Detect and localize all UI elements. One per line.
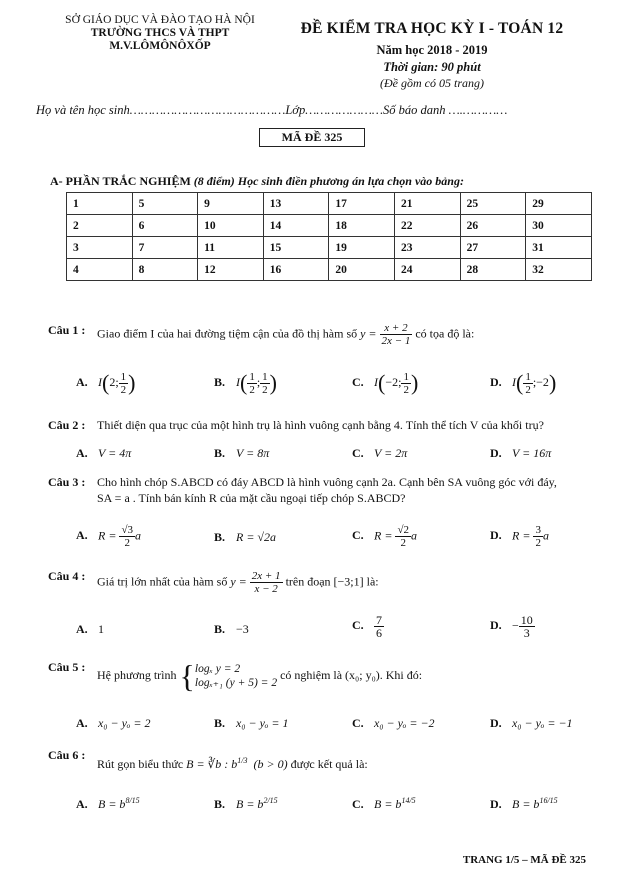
section-a-instruction: Học sinh điền phương án lựa chọn vào bảng: — [237, 174, 464, 188]
answer-cell[interactable]: 28 — [460, 259, 526, 281]
question-3-option-b: B. R = √2a — [214, 530, 277, 544]
answer-table-row — [67, 259, 592, 281]
answer-cell[interactable]: 4 — [67, 259, 133, 281]
question-6-option-a: A. $B = b^{8/15}$ — [76, 796, 140, 811]
question-2-option-b: B. V = 8π — [214, 446, 270, 460]
question-2-option-c: C. V = 2π — [352, 446, 408, 460]
exam-time: Thời gian: 90 phút — [383, 60, 481, 74]
question-4-option-c: C. $\frac{7}{6}$ — [352, 613, 382, 640]
school-name-2: M.V.LÔMÔNÔXỐP — [109, 40, 211, 52]
question-2-label: Câu 2 : — [48, 418, 86, 432]
question-6-text: Rút gọn biểu thức B = ∛b : $b^{1/3}$ (b > 0) được kết quả là: — [97, 756, 368, 771]
question-5-option-b: B. x₀ − yₒ = 1 — [214, 716, 289, 730]
question-3-option-c: C. R = $\frac{√2}{2}$ a — [352, 524, 417, 549]
school-year: Năm học 2018 - 2019 — [376, 43, 488, 57]
question-6-label: Câu 6 : — [48, 748, 86, 762]
department-name: SỞ GIÁO DỤC VÀ ĐÀO TẠO HÀ NỘI — [65, 14, 255, 26]
answer-cell[interactable]: 13 — [263, 193, 329, 215]
question-6-option-d: D. $B = b^{16/15}$ — [490, 796, 558, 811]
page-footer: TRANG 1/5 – MÃ ĐỀ 325 — [462, 854, 586, 866]
answer-cell[interactable]: 15 — [263, 237, 329, 259]
question-1-option-c: C. I(−2; $\frac{1}{2}$ ) — [352, 370, 419, 396]
answer-cell[interactable]: 16 — [263, 259, 329, 281]
question-2-text: Thiết diện qua trục của một hình trụ là hình vuông cạnh bằng 4. Tính thể tích V của khối trụ? — [97, 418, 544, 432]
answer-cell[interactable]: 10 — [198, 215, 264, 237]
exam-header — [282, 20, 582, 91]
answer-cell[interactable]: 1 — [67, 193, 133, 215]
answer-cell[interactable]: 22 — [395, 215, 461, 237]
answer-table-row — [67, 193, 592, 215]
answer-table-row — [67, 215, 592, 237]
answer-table — [66, 192, 592, 281]
school-header — [40, 14, 280, 53]
answer-cell[interactable]: 29 — [526, 193, 592, 215]
answer-cell[interactable]: 19 — [329, 237, 395, 259]
answer-cell[interactable]: 5 — [132, 193, 198, 215]
answer-cell[interactable]: 32 — [526, 259, 592, 281]
answer-cell[interactable]: 30 — [526, 215, 592, 237]
question-3-option-d: D. R = $\frac{3}{2}$ a — [490, 524, 549, 549]
answer-cell[interactable]: 3 — [67, 237, 133, 259]
page-count: (Đề gồm có 05 trang) — [380, 76, 484, 90]
answer-cell[interactable]: 7 — [132, 237, 198, 259]
question-1-option-b: B. I( $\frac{1}{2}$ ; $\frac{1}{2}$ ) — [214, 370, 277, 396]
section-a-label: A- PHẦN TRẮC NGHIỆM — [50, 174, 191, 188]
question-2-option-a: A. V = 4π — [76, 446, 132, 460]
question-3-line-2: SA = a . Tính bán kính R của mặt cầu ngoại tiếp chóp S.ABCD? — [97, 491, 406, 505]
answer-cell[interactable]: 24 — [395, 259, 461, 281]
section-a-points: (8 điểm) — [193, 174, 235, 188]
question-4-text: Giá trị lớn nhất của hàm số y = $\frac{2x + 1}{x - 2}$ trên đoạn [−3;1] là: — [97, 570, 379, 595]
question-1-label: Câu 1 : — [48, 323, 86, 337]
school-name: TRƯỜNG THCS VÀ THPT — [90, 27, 230, 39]
answer-cell[interactable]: 23 — [395, 237, 461, 259]
question-4-option-a: A. 1 — [76, 622, 104, 636]
answer-cell[interactable]: 2 — [67, 215, 133, 237]
question-5-text: Hệ phương trình { logₓ y = 2 logₓ₊₁ (y + 5) = 2 có nghiệm là (x₀; y₀). Khi đó: — [97, 658, 423, 694]
question-4-option-b: B. −3 — [214, 622, 249, 636]
answer-cell[interactable]: 14 — [263, 215, 329, 237]
question-1-option-a: A. I(2; $\frac{1}{2}$ ) — [76, 370, 136, 396]
answer-cell[interactable]: 12 — [198, 259, 264, 281]
answer-cell[interactable]: 26 — [460, 215, 526, 237]
answer-cell[interactable]: 6 — [132, 215, 198, 237]
question-4-option-d: D. − $\frac{10}{3}$ — [490, 613, 533, 640]
answer-cell[interactable]: 21 — [395, 193, 461, 215]
answer-cell[interactable]: 31 — [526, 237, 592, 259]
question-4-label: Câu 4 : — [48, 569, 86, 583]
answer-cell[interactable]: 8 — [132, 259, 198, 281]
question-2-option-d: D. V = 16π — [490, 446, 552, 460]
answer-cell[interactable]: 17 — [329, 193, 395, 215]
question-6-option-b: B. $B = b^{2/15}$ — [214, 796, 278, 811]
answer-cell[interactable]: 18 — [329, 215, 395, 237]
question-5-option-d: D. x₀ − yₒ = −1 — [490, 716, 573, 730]
section-a-heading — [50, 174, 464, 189]
answer-table-row — [67, 237, 592, 259]
answer-cell[interactable]: 20 — [329, 259, 395, 281]
answer-cell[interactable]: 27 — [460, 237, 526, 259]
exam-code-box: MÃ ĐỀ 325 — [259, 128, 365, 147]
answer-cell[interactable]: 25 — [460, 193, 526, 215]
question-3-option-a: A. R = $\frac{√3}{2}$ a — [76, 524, 141, 549]
exam-title: ĐỀ KIỂM TRA HỌC KỲ I - TOÁN 12 — [300, 20, 564, 37]
question-1-option-d: D. I( $\frac{1}{2}$ ;−2) — [490, 370, 557, 396]
question-5-label: Câu 5 : — [48, 660, 86, 674]
answer-cell[interactable]: 9 — [198, 193, 264, 215]
question-1-text: Giao điểm I của hai đường tiệm cận của đồ thị hàm số y = $\frac{x + 2}{2x - 1}$ có tọa độ là: — [97, 322, 475, 347]
question-3-label: Câu 3 : — [48, 475, 86, 489]
question-6-option-c: C. $B = b^{14/5}$ — [352, 796, 416, 811]
student-info-line: Họ và tên học sinh……………………………………Lớp…………………Số báo danh ….………… — [36, 103, 508, 117]
question-3-line-1: Cho hình chóp S.ABCD có đáy ABCD là hình vuông cạnh 2a. Cạnh bên SA vuông góc với đáy, — [97, 475, 557, 489]
question-5-option-c: C. x₀ − yₒ = −2 — [352, 716, 435, 730]
answer-cell[interactable]: 11 — [198, 237, 264, 259]
question-5-option-a: A. x₀ − yₒ = 2 — [76, 716, 151, 730]
